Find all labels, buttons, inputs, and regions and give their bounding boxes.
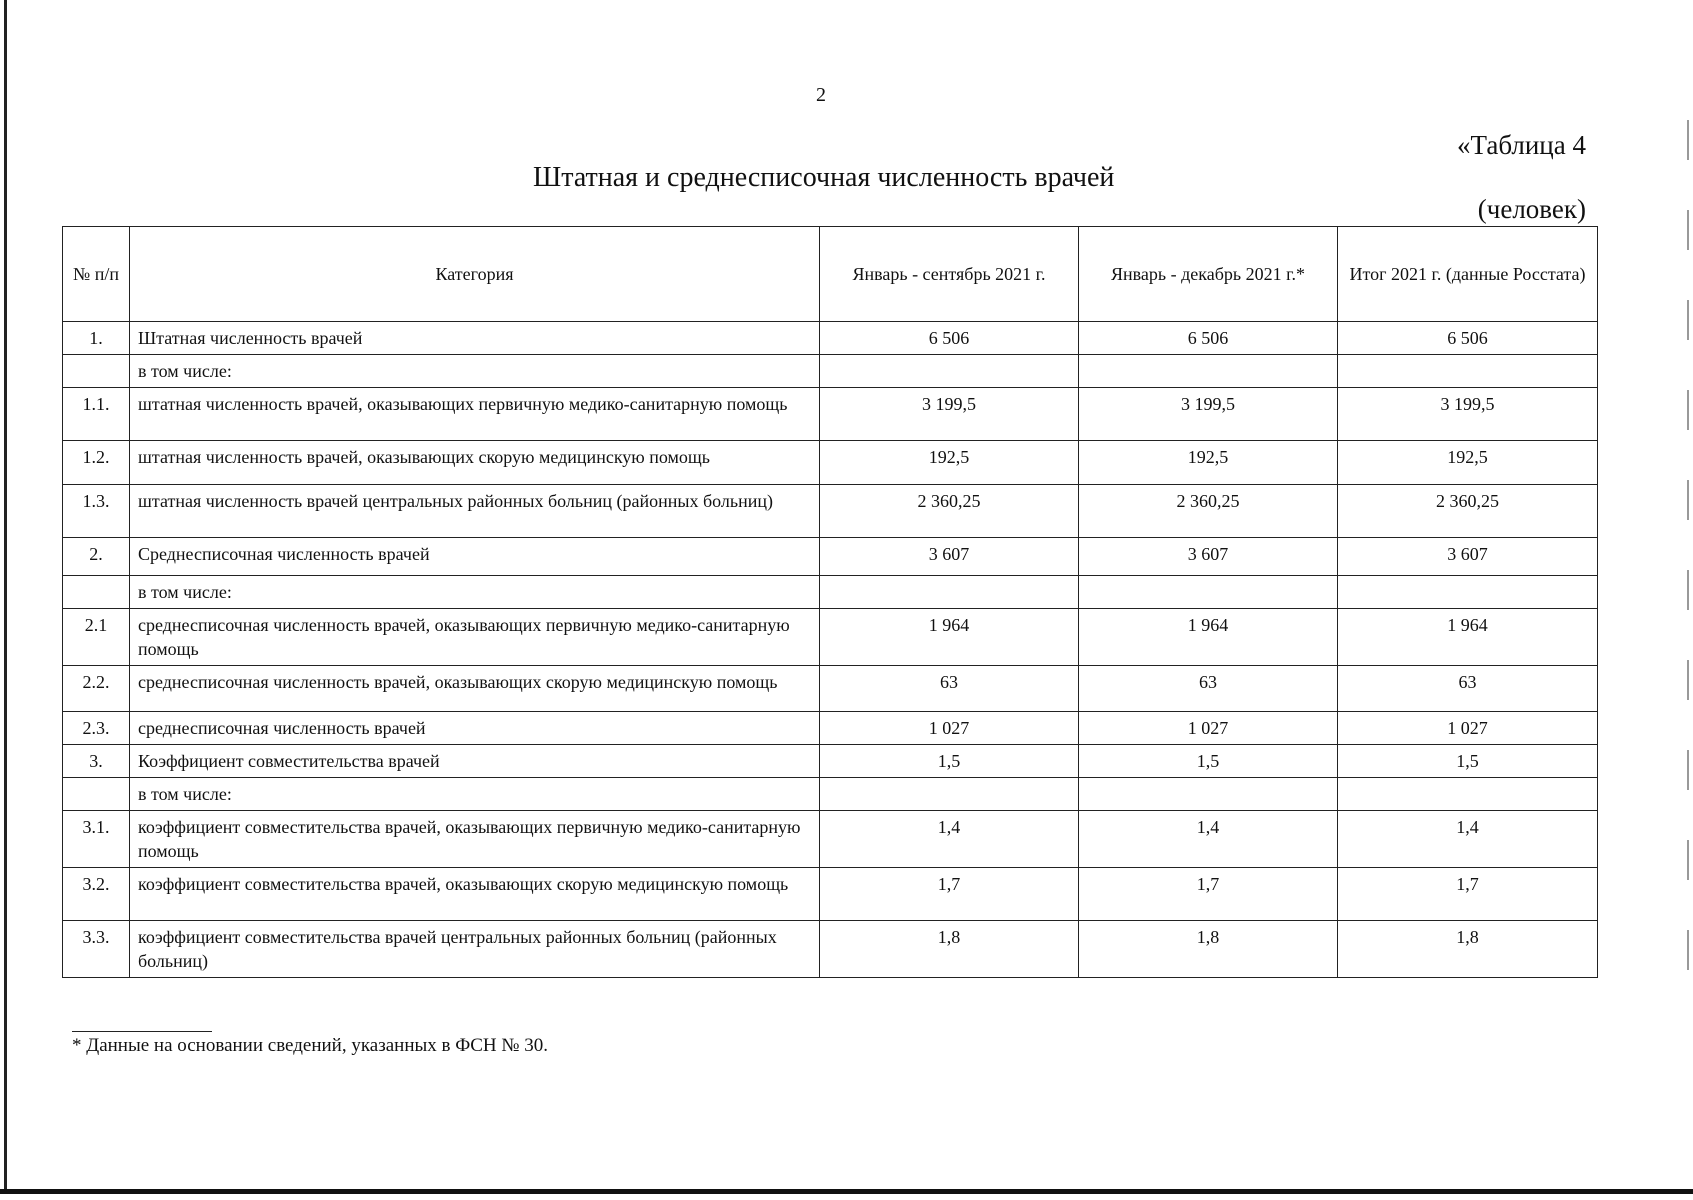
- row-category: среднесписочная численность врачей, оказывающих скорую медицинскую помощь: [130, 666, 820, 712]
- row-total: [1338, 778, 1598, 811]
- header-jan-sep: Январь - сентябрь 2021 г.: [820, 227, 1079, 322]
- row-category: коэффициент совместительства врачей, оказывающих скорую медицинскую помощь: [130, 868, 820, 921]
- scan-edge-bottom: [0, 1189, 1693, 1194]
- row-total: 1,5: [1338, 745, 1598, 778]
- row-jan-dec: [1079, 778, 1338, 811]
- scan-edge-left: [4, 0, 7, 1190]
- footnote: * Данные на основании сведений, указанных в ФСН № 30.: [72, 1035, 549, 1056]
- row-number: 2.3.: [63, 712, 130, 745]
- row-total: 3 199,5: [1338, 388, 1598, 441]
- page-number: 2: [816, 84, 826, 106]
- row-number: 3.1.: [63, 811, 130, 868]
- row-total: 6 506: [1338, 322, 1598, 355]
- table-row: [63, 576, 1598, 609]
- table-row: [63, 441, 1598, 485]
- row-category: штатная численность врачей, оказывающих первичную медико-санитарную помощь: [130, 388, 820, 441]
- table-row: [63, 666, 1598, 712]
- row-number: 1.3.: [63, 485, 130, 538]
- row-total: 2 360,25: [1338, 485, 1598, 538]
- table-body: [63, 322, 1598, 978]
- row-jan-dec: [1079, 355, 1338, 388]
- row-jan-sep: [820, 778, 1079, 811]
- row-jan-sep: 1,7: [820, 868, 1079, 921]
- row-number: 1.1.: [63, 388, 130, 441]
- table-row: [63, 388, 1598, 441]
- row-number: 1.: [63, 322, 130, 355]
- table-row: [63, 868, 1598, 921]
- row-category: Коэффициент совместительства врачей: [130, 745, 820, 778]
- header-category: Категория: [130, 227, 820, 322]
- row-number: 3.: [63, 745, 130, 778]
- row-jan-sep: 1,5: [820, 745, 1079, 778]
- row-total: 3 607: [1338, 538, 1598, 576]
- row-jan-dec: 1 964: [1079, 609, 1338, 666]
- row-jan-sep: 6 506: [820, 322, 1079, 355]
- row-total: 1,4: [1338, 811, 1598, 868]
- scan-edge-right: [1687, 120, 1689, 980]
- table-row: [63, 538, 1598, 576]
- row-jan-dec: 3 199,5: [1079, 388, 1338, 441]
- row-category: штатная численность врачей центральных районных больниц (районных больниц): [130, 485, 820, 538]
- table-label: «Таблица 4: [1457, 130, 1586, 160]
- row-jan-dec: 2 360,25: [1079, 485, 1338, 538]
- row-jan-sep: 1,4: [820, 811, 1079, 868]
- row-jan-sep: [820, 355, 1079, 388]
- header-jan-dec: Январь - декабрь 2021 г.*: [1079, 227, 1338, 322]
- table-row: [63, 811, 1598, 868]
- row-number: 2.2.: [63, 666, 130, 712]
- row-number: [63, 576, 130, 609]
- row-total: 192,5: [1338, 441, 1598, 485]
- row-jan-sep: 192,5: [820, 441, 1079, 485]
- row-jan-sep: 1,8: [820, 921, 1079, 978]
- row-jan-sep: [820, 576, 1079, 609]
- row-jan-sep: 3 199,5: [820, 388, 1079, 441]
- row-jan-dec: 192,5: [1079, 441, 1338, 485]
- row-number: 3.3.: [63, 921, 130, 978]
- row-number: 2.: [63, 538, 130, 576]
- data-table: [62, 226, 1598, 978]
- table-row: [63, 778, 1598, 811]
- row-jan-sep: 1 964: [820, 609, 1079, 666]
- header-total: Итог 2021 г. (данные Росстата): [1338, 227, 1598, 322]
- table-row: [63, 921, 1598, 978]
- row-number: 2.1: [63, 609, 130, 666]
- row-category: Среднесписочная численность врачей: [130, 538, 820, 576]
- row-total: [1338, 576, 1598, 609]
- row-jan-dec: 1 027: [1079, 712, 1338, 745]
- table-row: [63, 485, 1598, 538]
- row-category: коэффициент совместительства врачей центральных районных больниц (районных больниц): [130, 921, 820, 978]
- row-total: 63: [1338, 666, 1598, 712]
- row-jan-sep: 2 360,25: [820, 485, 1079, 538]
- row-jan-dec: 1,4: [1079, 811, 1338, 868]
- row-number: [63, 778, 130, 811]
- header-num: № п/п: [63, 227, 130, 322]
- row-category: в том числе:: [130, 778, 820, 811]
- row-total: 1 027: [1338, 712, 1598, 745]
- footnote-rule: [72, 1031, 212, 1032]
- row-category: среднесписочная численность врачей: [130, 712, 820, 745]
- table-row: [63, 712, 1598, 745]
- row-jan-dec: 3 607: [1079, 538, 1338, 576]
- row-total: 1,8: [1338, 921, 1598, 978]
- row-jan-dec: 1,7: [1079, 868, 1338, 921]
- row-category: коэффициент совместительства врачей, оказывающих первичную медико-санитарную помощь: [130, 811, 820, 868]
- row-total: [1338, 355, 1598, 388]
- row-category: в том числе:: [130, 355, 820, 388]
- table-row: [63, 745, 1598, 778]
- row-jan-dec: 1,5: [1079, 745, 1338, 778]
- row-jan-dec: [1079, 576, 1338, 609]
- row-jan-dec: 1,8: [1079, 921, 1338, 978]
- table-row: [63, 322, 1598, 355]
- row-jan-sep: 1 027: [820, 712, 1079, 745]
- table-row: [63, 609, 1598, 666]
- row-category: Штатная численность врачей: [130, 322, 820, 355]
- table-row: [63, 355, 1598, 388]
- row-jan-dec: 6 506: [1079, 322, 1338, 355]
- row-category: среднесписочная численность врачей, оказывающих первичную медико-санитарную помощь: [130, 609, 820, 666]
- row-jan-sep: 63: [820, 666, 1079, 712]
- row-total: 1 964: [1338, 609, 1598, 666]
- row-category: штатная численность врачей, оказывающих скорую медицинскую помощь: [130, 441, 820, 485]
- table-header-row: [63, 227, 1598, 322]
- row-category: в том числе:: [130, 576, 820, 609]
- document-title: Штатная и среднесписочная численность врачей: [533, 162, 1115, 193]
- units-label: (человек): [1477, 194, 1586, 224]
- row-number: [63, 355, 130, 388]
- row-number: 1.2.: [63, 441, 130, 485]
- row-jan-dec: 63: [1079, 666, 1338, 712]
- row-jan-sep: 3 607: [820, 538, 1079, 576]
- row-total: 1,7: [1338, 868, 1598, 921]
- row-number: 3.2.: [63, 868, 130, 921]
